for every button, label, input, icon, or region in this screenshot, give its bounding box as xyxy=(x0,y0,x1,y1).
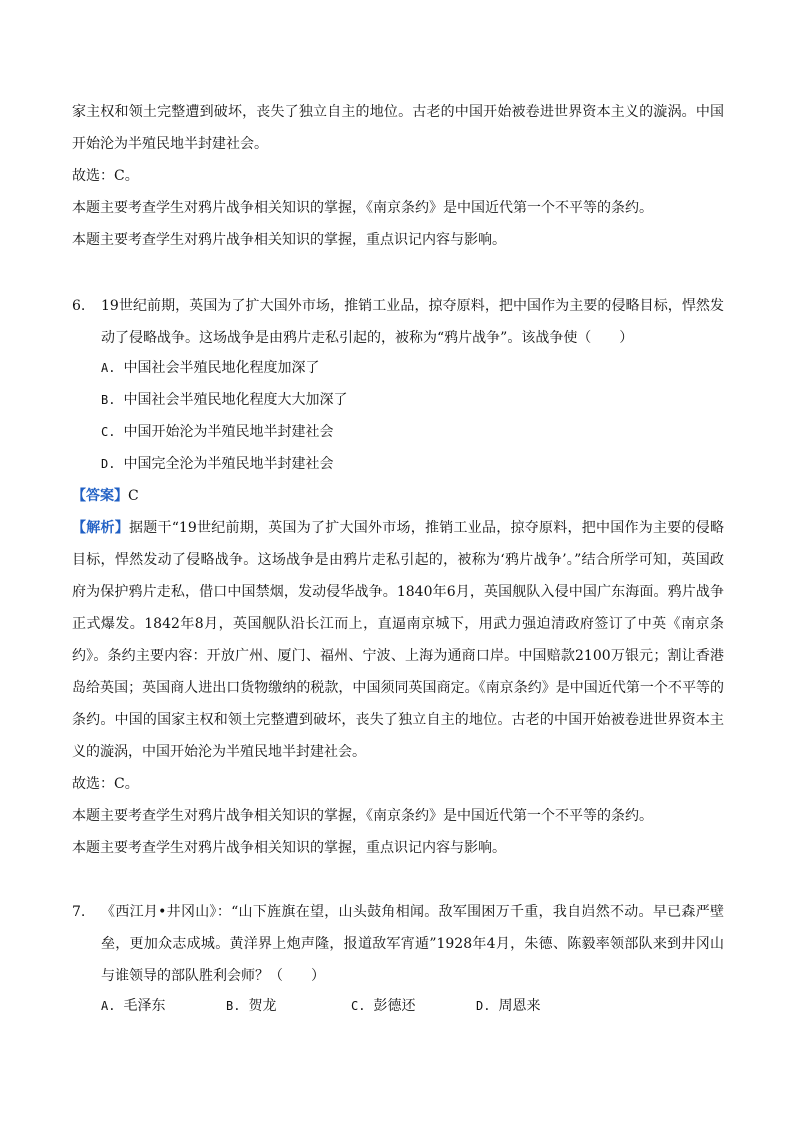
q6-choice: 故选：C。 xyxy=(72,776,139,792)
q7-option-b-text: 贺龙 xyxy=(248,998,277,1014)
q6-analysis xyxy=(72,512,724,768)
q7-option-d-text: 周恩来 xyxy=(498,998,541,1014)
q6-option-b xyxy=(101,384,347,416)
q6-option-c-text: 中国开始沦为半殖民地半封建社会 xyxy=(123,424,334,440)
q6-text: 19世纪前期，英国为了扩大国外市场，推销工业品，掠夺原料，把中国作为主要的侵略目标，悍然发动了侵略战争。这场战争是由鸦片走私引起的，被称为“鸦片战争”。该战争使（ ） xyxy=(101,298,724,346)
q6-answer xyxy=(72,480,724,512)
q7-option-d-letter: D. xyxy=(476,999,491,1013)
q7-option-c-text: 彭德还 xyxy=(373,998,416,1014)
q6-option-a xyxy=(101,352,319,384)
q6-option-b-letter: B. xyxy=(101,393,116,407)
q7-option-b xyxy=(226,990,276,1022)
q7-option-c-letter: C. xyxy=(351,999,366,1013)
q6-number: 6. xyxy=(72,298,86,314)
q6-option-a-text: 中国社会半殖民地化程度加深了 xyxy=(123,360,320,376)
q7-option-a xyxy=(101,990,165,1022)
q7-option-a-text: 毛泽东 xyxy=(123,998,166,1014)
analysis-text: 据题干“19世纪前期，英国为了扩大国外市场，推销工业品，掠夺原料，把中国作为主要的侵略目标，悍然发动了侵略战争。这场战争是由鸦片走私引起的，被称为‘鸦片战争’。”结合所学可知，英国政府为保护鸦片走私，借口中国禁烟，发动侵华战争。1840年6月，英国舰队入侵中国广东海面。鸦片战争正式爆发。1842年8月，英国舰队沿长江而上，直逼南京城下，用武力强迫清政府签订了中英《南京条约》。条约主要内容：开放广州、厦门、福州、宁波、上海为通商口岸。中国赔款2100万银元；割让香港岛给英国；英国商人进出口货物缴纳的税款，中国须同英国商定。《南京条约》是中国近代第一个不平等的条约。中国的国家主权和领土完整遭到破坏，丧失了独立自主的地位。古老的中国开始被卷进世界资本主义的漩涡，中国开始沦为半殖民地半封建社会。 xyxy=(72,520,724,760)
q6-option-b-text: 中国社会半殖民地化程度大大加深了 xyxy=(123,392,348,408)
q7-text: 《西江月•井冈山》：“山下旌旗在望，山头鼓角相闻。敌军围困万千重，我自岿然不动。早已森严壁垒，更加众志成城。黄洋界上炮声隆，报道敌军宵遁”1928年4月，朱德、陈毅率领部队来到井冈山与谁领导的部队胜利会师？（ ） xyxy=(101,904,724,984)
q6-note-1: 本题主要考查学生对鸦片战争相关知识的掌握，《南京条约》是中国近代第一个不平等的条约。 xyxy=(72,808,653,824)
q6-option-c xyxy=(101,416,333,448)
q6-note-2: 本题主要考查学生对鸦片战争相关知识的掌握，重点识记内容与影响。 xyxy=(72,840,506,856)
q6-option-d xyxy=(101,448,333,480)
q6-option-c-letter: C. xyxy=(101,425,116,439)
intro-choice: 故选：C。 xyxy=(72,168,139,184)
q6-option-d-letter: D. xyxy=(101,457,116,471)
q7-option-a-letter: A. xyxy=(101,999,116,1013)
answer-value: C xyxy=(128,488,139,504)
intro-paragraph: 家主权和领土完整遭到破坏，丧失了独立自主的地位。古老的中国开始被卷进世界资本主义的漩涡。中国开始沦为半殖民地半封建社会。 xyxy=(72,104,724,152)
q7-option-c xyxy=(351,990,415,1022)
analysis-label: 【解析】 xyxy=(72,520,130,536)
q6-option-d-text: 中国完全沦为半殖民地半封建社会 xyxy=(123,456,334,472)
q7-option-d xyxy=(476,990,540,1022)
intro-note-2: 本题主要考查学生对鸦片战争相关知识的掌握，重点识记内容与影响。 xyxy=(72,232,506,248)
q7-option-b-letter: B. xyxy=(226,999,241,1013)
q6-option-a-letter: A. xyxy=(101,361,116,375)
intro-note-1: 本题主要考查学生对鸦片战争相关知识的掌握，《南京条约》是中国近代第一个不平等的条约。 xyxy=(72,200,653,216)
answer-label: 【答案】 xyxy=(72,488,128,504)
q7-number: 7. xyxy=(72,904,86,920)
